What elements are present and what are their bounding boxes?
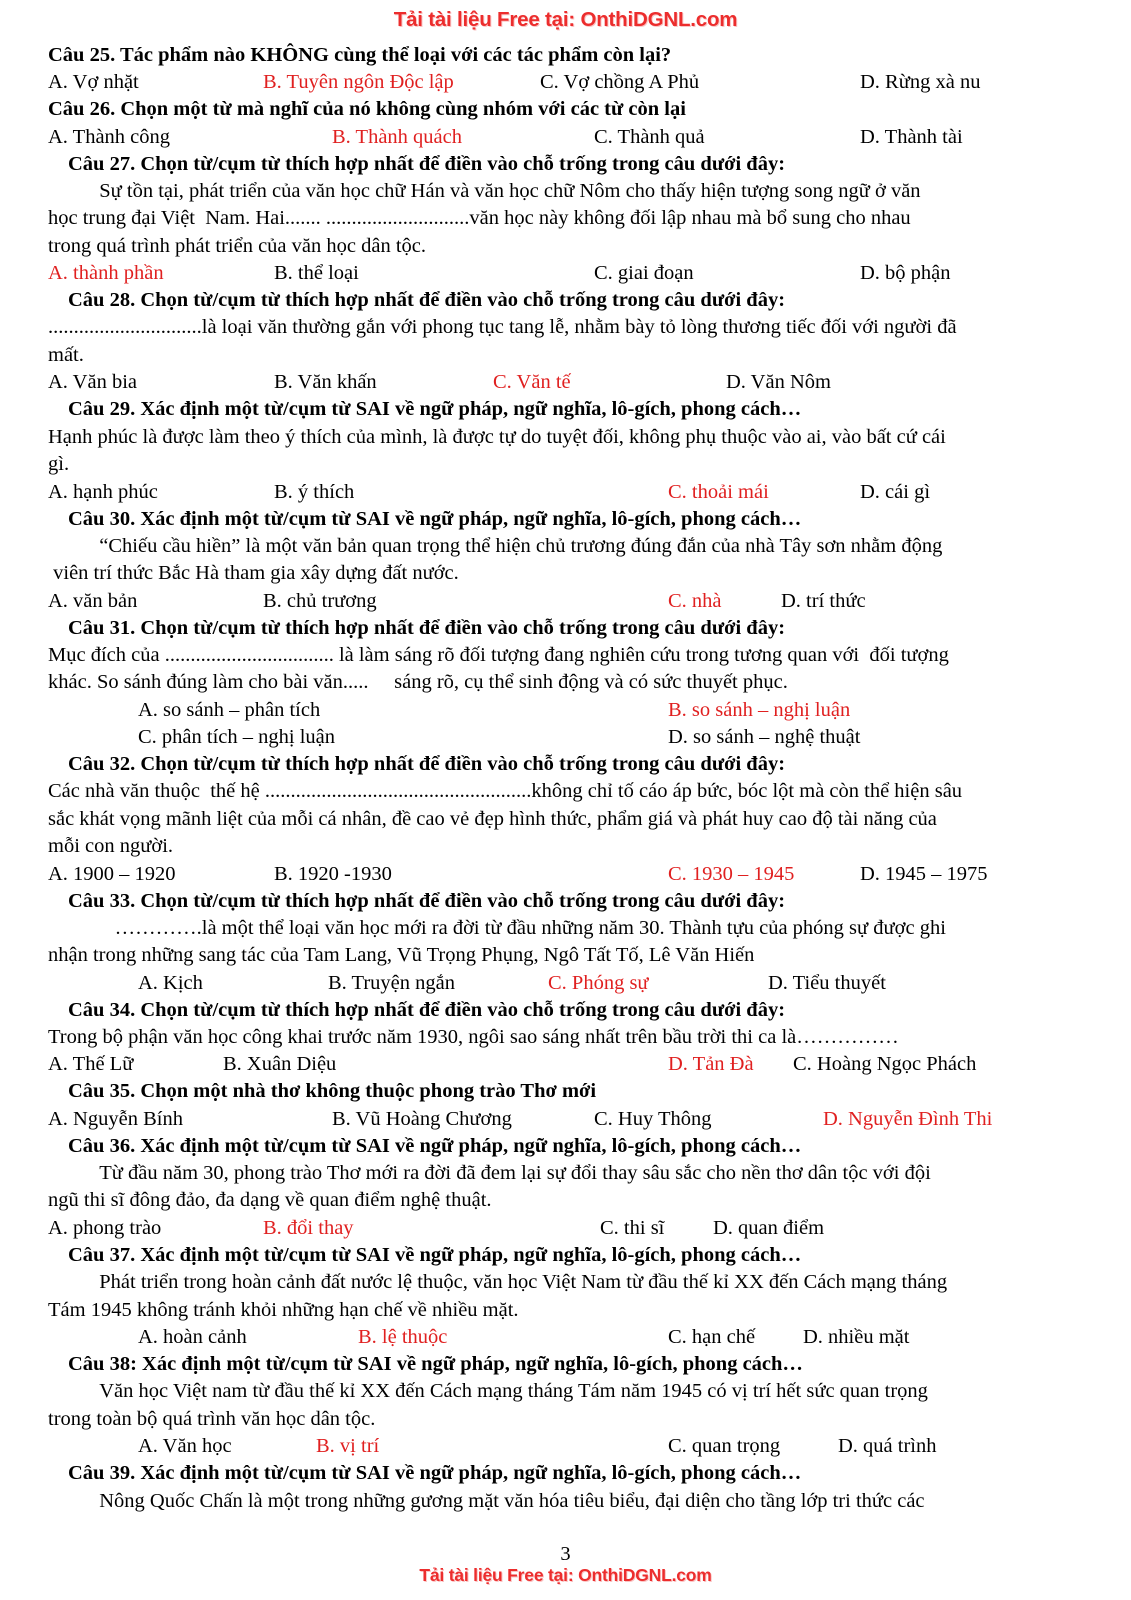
answer-option[interactable]: C. giai đoạn <box>594 262 694 285</box>
answer-option[interactable]: A. 1900 – 1920 <box>48 862 176 885</box>
question-body-line: “Chiếu cầu hiền” là một văn bản quan trọng thể hiện chủ trương đúng đắn của nhà Tây sơn nhằm động <box>48 534 943 557</box>
answer-option[interactable]: C. thi sĩ <box>600 1216 665 1239</box>
answer-option[interactable]: A. văn bản <box>48 589 138 612</box>
answer-option-correct[interactable]: B. Tuyên ngôn Độc lập <box>263 71 454 94</box>
answer-option-correct[interactable]: C. Phóng sự <box>548 971 649 994</box>
answer-option[interactable]: D. Rừng xà nu <box>860 71 981 94</box>
question-body-line: ngũ thi sĩ đông đảo, đa dạng về quan điểm nghệ thuật. <box>48 1189 492 1212</box>
question-block <box>48 42 1083 96</box>
answer-option[interactable]: B. Truyện ngắn <box>328 971 456 994</box>
answer-option[interactable]: C. quan trọng <box>668 1435 781 1458</box>
question-block <box>48 751 1083 888</box>
question-heading: Câu 34. Chọn từ/cụm từ thích hợp nhất để điền vào chỗ trống trong câu dưới đây: <box>68 998 786 1021</box>
question-heading: Câu 36. Xác định một từ/cụm từ SAI về ngữ pháp, ngữ nghĩa, lô-gích, phong cách… <box>68 1134 802 1157</box>
question-body-line: Sự tồn tại, phát triển của văn học chữ Hán và văn học chữ Nôm cho thấy hiện tượng song ngữ ở văn <box>48 179 921 202</box>
answer-option[interactable]: A. so sánh – phân tích <box>138 698 321 721</box>
answer-option[interactable]: A. Vợ nhặt <box>48 71 139 94</box>
question-body-line: học trung đại Việt Nam. Hai....... ............................văn học này không đối lập nhau mà bổ sung cho nhau <box>48 207 911 230</box>
answer-row <box>48 1106 1083 1133</box>
answer-option[interactable]: D. bộ phận <box>860 262 951 285</box>
question-block <box>48 287 1083 396</box>
question-block <box>48 615 1083 751</box>
answer-option[interactable]: A. Kịch <box>138 971 203 994</box>
answer-option[interactable]: D. Thành tài <box>860 125 963 148</box>
answer-option[interactable]: C. Vợ chồng A Phủ <box>540 71 700 94</box>
question-block <box>48 1460 1083 1515</box>
question-body-line: Tám 1945 không tránh khỏi những hạn chế về nhiều mặt. <box>48 1298 519 1321</box>
answer-option[interactable]: B. chủ trương <box>263 589 377 612</box>
question-block <box>48 151 1083 288</box>
question-block <box>48 1351 1083 1460</box>
question-heading: Câu 30. Xác định một từ/cụm từ SAI về ngữ pháp, ngữ nghĩa, lô-gích, phong cách… <box>68 507 802 530</box>
answer-option[interactable]: A. Văn bia <box>48 371 138 394</box>
answer-row <box>48 1051 1083 1078</box>
answer-row <box>48 861 1083 888</box>
answer-option-correct[interactable]: B. Thành quách <box>332 125 462 148</box>
answer-option[interactable]: D. nhiều mặt <box>803 1326 910 1349</box>
page-number: 3 <box>560 1543 571 1565</box>
answer-row <box>48 1324 1083 1351</box>
question-heading: Câu 31. Chọn từ/cụm từ thích hợp nhất để điền vào chỗ trống trong câu dưới đây: <box>68 616 786 639</box>
answer-row <box>48 697 1083 724</box>
question-body-line: mỗi con người. <box>48 835 174 858</box>
answer-option-correct[interactable]: D. Tản Đà <box>668 1053 754 1076</box>
question-body-line: ………….là một thể loại văn học mới ra đời từ đầu những năm 30. Thành tựu của phóng sự được ghi <box>48 916 946 939</box>
question-heading: Câu 25. Tác phẩm nào KHÔNG cùng thể loại với các tác phẩm còn lại? <box>48 44 672 66</box>
answer-row <box>48 724 1083 751</box>
answer-option[interactable]: C. hạn chế <box>668 1326 756 1349</box>
answer-row <box>48 588 1083 615</box>
answer-row <box>48 260 1083 287</box>
answer-option-correct[interactable]: C. nhà <box>668 589 722 612</box>
question-body-line: nhận trong những sang tác của Tam Lang, Vũ Trọng Phụng, Ngô Tất Tố, Lê Văn Hiến <box>48 944 755 967</box>
question-block <box>48 997 1083 1079</box>
question-body-line: Văn học Việt nam từ đầu thế kỉ XX đến Cách mạng tháng Tám năm 1945 có vị trí hết sức quan trọng <box>48 1380 928 1403</box>
answer-option[interactable]: D. Văn Nôm <box>726 371 831 394</box>
answer-option[interactable]: C. Huy Thông <box>594 1107 712 1130</box>
question-block <box>48 1078 1083 1132</box>
question-heading: Câu 33. Chọn từ/cụm từ thích hợp nhất để điền vào chỗ trống trong câu dưới đây: <box>68 889 786 912</box>
question-body-line: ..............................là loại văn thường gắn với phong tục tang lễ, nhằm bày tỏ lòng thương tiếc đối với người đã <box>48 316 957 339</box>
answer-option-correct[interactable]: C. 1930 – 1945 <box>668 862 795 885</box>
answer-row <box>48 124 1083 151</box>
question-body-line: Mục đích của ................................. là làm sáng rõ đối tượng đang nghiên cứu trong tương quan với đối tượng <box>48 643 949 666</box>
question-body-line: Hạnh phúc là được làm theo ý thích của mình, là được tự do tuyệt đối, không phụ thuộc vào ai, vào bất cứ cái <box>48 425 946 448</box>
answer-option[interactable]: A. Thành công <box>48 125 171 148</box>
question-body-line: trong toàn bộ quá trình văn học dân tộc. <box>48 1407 376 1430</box>
answer-option[interactable]: C. phân tích – nghị luận <box>138 725 336 748</box>
answer-row <box>48 369 1083 396</box>
answer-option[interactable]: D. Tiểu thuyết <box>768 971 886 994</box>
watermark-header: Tải tài liệu Free tại: OnthiDGNL.com <box>393 8 738 31</box>
answer-option[interactable]: B. ý thích <box>274 480 355 503</box>
question-heading: Câu 37. Xác định một từ/cụm từ SAI về ngữ pháp, ngữ nghĩa, lô-gích, phong cách… <box>68 1243 802 1266</box>
answer-option[interactable]: D. quan điểm <box>713 1216 825 1239</box>
answer-option[interactable]: A. hoàn cảnh <box>138 1326 247 1349</box>
answer-option-correct[interactable]: B. so sánh – nghị luận <box>668 698 851 721</box>
answer-option-correct[interactable]: B. đổi thay <box>263 1216 354 1239</box>
answer-option[interactable]: D. quá trình <box>838 1435 937 1458</box>
answer-option-correct[interactable]: B. vị trí <box>316 1435 380 1458</box>
answer-option[interactable]: A. Nguyễn Bính <box>48 1107 183 1130</box>
question-body-line: khác. So sánh đúng làm cho bài văn..... sáng rõ, cụ thể sinh động và có sức thuyết phục. <box>48 671 788 694</box>
question-body-line: Từ đầu năm 30, phong trào Thơ mới ra đời đã đem lại sự đổi thay sâu sắc cho nền thơ dân tộc với đội <box>48 1161 931 1184</box>
answer-row <box>48 1215 1083 1242</box>
answer-row <box>48 479 1083 506</box>
answer-option-correct[interactable]: D. Nguyễn Đình Thi <box>823 1107 993 1130</box>
question-heading: Câu 35. Chọn một nhà thơ không thuộc phong trào Thơ mới <box>68 1080 597 1103</box>
question-block <box>48 1242 1083 1351</box>
question-heading: Câu 38: Xác định một từ/cụm từ SAI về ngữ pháp, ngữ nghĩa, lô-gích, phong cách… <box>68 1353 803 1376</box>
answer-option-correct[interactable]: C. Văn tế <box>493 371 571 394</box>
question-body-line: Nông Quốc Chấn là một trong những gương mặt văn hóa tiêu biểu, đại diện cho tầng lớp tri thức các <box>48 1489 925 1512</box>
question-body-line: Các nhà văn thuộc thế hệ ....................................................không chỉ tố cáo áp bức, bóc lột mà còn thể hiện sâu <box>48 780 963 803</box>
question-body-line: viên trí thức Bắc Hà tham gia xây dựng đất nước. <box>48 562 459 585</box>
answer-option[interactable]: A. phong trào <box>48 1216 162 1239</box>
question-body-line: sắc khát vọng mãnh liệt của mỗi cá nhân, đề cao vẻ đẹp hình thức, phẩm giá và phát huy cao độ tài năng của <box>48 807 937 830</box>
answer-option-correct[interactable]: B. lệ thuộc <box>358 1326 448 1349</box>
question-body-line: Trong bộ phận văn học công khai trước năm 1930, ngôi sao sáng nhất trên bầu trời thi ca là…………… <box>48 1026 899 1048</box>
question-block <box>48 396 1083 505</box>
answer-option[interactable]: C. Thành quả <box>594 125 705 148</box>
answer-option[interactable]: D. so sánh – nghệ thuật <box>668 725 861 748</box>
question-heading: Câu 27. Chọn từ/cụm từ thích hợp nhất để điền vào chỗ trống trong câu dưới đây: <box>68 152 786 175</box>
watermark-footer: Tải tài liệu Free tại: OnthiDGNL.com <box>419 1565 712 1585</box>
question-body-line: gì. <box>48 453 70 476</box>
answer-row <box>48 69 1083 96</box>
question-list <box>48 42 1083 1515</box>
answer-option[interactable]: B. Văn khấn <box>274 371 377 394</box>
answer-option[interactable]: D. 1945 – 1975 <box>860 862 988 885</box>
answer-option-correct[interactable]: A. thành phần <box>48 262 164 285</box>
answer-option[interactable]: A. hạnh phúc <box>48 480 158 503</box>
question-block <box>48 1133 1083 1242</box>
answer-option[interactable]: B. 1920 -1930 <box>274 862 392 885</box>
answer-option[interactable]: D. trí thức <box>781 589 866 612</box>
answer-row <box>48 970 1083 997</box>
answer-option[interactable]: B. thể loại <box>274 262 359 285</box>
question-heading: Câu 39. Xác định một từ/cụm từ SAI về ngữ pháp, ngữ nghĩa, lô-gích, phong cách… <box>68 1462 802 1485</box>
question-block <box>48 506 1083 615</box>
answer-option-correct[interactable]: C. thoải mái <box>668 480 769 503</box>
answer-option[interactable]: A. Thế Lữ <box>48 1053 134 1076</box>
answer-option[interactable]: D. cái gì <box>860 480 931 503</box>
question-heading: Câu 28. Chọn từ/cụm từ thích hợp nhất để điền vào chỗ trống trong câu dưới đây: <box>68 289 786 312</box>
question-heading: Câu 32. Chọn từ/cụm từ thích hợp nhất để điền vào chỗ trống trong câu dưới đây: <box>68 752 786 775</box>
question-body-line: Phát triển trong hoàn cảnh đất nước lệ thuộc, văn học Việt Nam từ đầu thế kỉ XX đến Cách mạng tháng <box>48 1271 948 1294</box>
question-heading: Câu 29. Xác định một từ/cụm từ SAI về ngữ pháp, ngữ nghĩa, lô-gích, phong cách… <box>68 398 802 421</box>
answer-option[interactable]: A. Văn học <box>138 1435 232 1458</box>
answer-option[interactable]: C. Hoàng Ngọc Phách <box>793 1053 977 1076</box>
question-body-line: mất. <box>48 343 84 366</box>
answer-option[interactable]: B. Vũ Hoàng Chương <box>332 1107 512 1130</box>
question-body-line: trong quá trình phát triển của văn học dân tộc. <box>48 234 426 257</box>
question-heading: Câu 26. Chọn một từ mà nghĩ của nó không cùng nhóm với các từ còn lại <box>48 98 686 121</box>
question-block <box>48 96 1083 150</box>
answer-option[interactable]: B. Xuân Diệu <box>223 1053 337 1076</box>
question-block <box>48 888 1083 997</box>
answer-row <box>48 1433 1083 1460</box>
